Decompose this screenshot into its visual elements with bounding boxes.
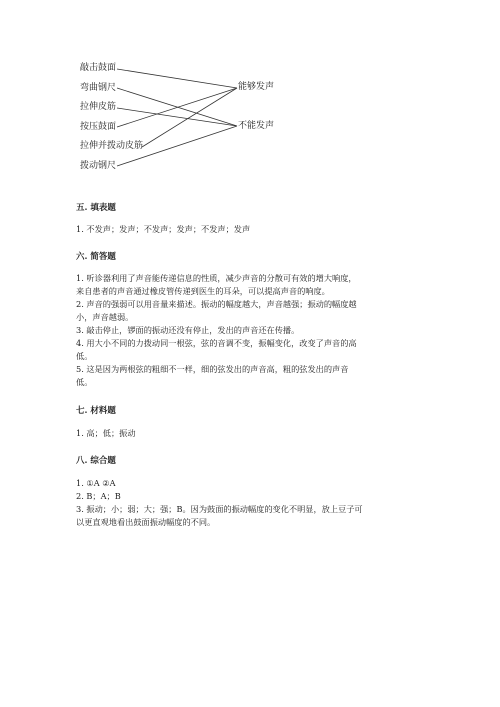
- answer-line: 以更直观地看出鼓面振动幅度的不同。: [76, 517, 216, 527]
- answer-line: 2. B；A；B: [76, 491, 121, 501]
- answer-line: 5. 这是因为两根弦的粗细不一样，细的弦发出的声音高，粗的弦发出的声音: [76, 364, 349, 374]
- answer-line: 低。: [76, 351, 93, 361]
- answer-line: 1. 听诊器利用了声音能传递信息的性质，减少声音的分散可有效的增大响度，: [76, 273, 357, 283]
- match-line-3: [117, 108, 237, 126]
- answer-line: 4. 用大小不同的力拨动同一根弦，弦的音调不变，振幅变化，改变了声音的高: [76, 338, 357, 348]
- left-item-2: 弯曲钢尺: [80, 83, 117, 93]
- section-title-comprehensive: 八. 综合题: [76, 456, 116, 466]
- answer-line: 来自患者的声音通过橡皮管传递到医生的耳朵，可以提高声音的响度。: [76, 286, 330, 296]
- answer-line: 1. ①A ②A: [76, 478, 116, 488]
- answer-line: 3. 敲击停止，锣面的振动还没有停止，发出的声音还在传播。: [76, 325, 300, 335]
- right-item-2: 不能发声: [238, 121, 275, 131]
- answer-line: 低。: [76, 377, 93, 387]
- section-title-fill-table: 五. 填表题: [76, 203, 116, 213]
- answer-line: 1. 高；低；振动: [76, 428, 136, 438]
- answer-line: 小，声音越弱。: [76, 312, 134, 322]
- answer-line: 1. 不发声；发声；不发声；发声；不发声；发声: [76, 224, 251, 234]
- left-item-1: 敲击鼓面: [80, 63, 117, 73]
- match-line-6: [117, 126, 237, 166]
- matching-lines: [0, 0, 500, 200]
- left-item-6: 拨动钢尺: [80, 161, 117, 171]
- match-line-5: [142, 88, 237, 147]
- answer-line: 2. 声音的强弱可以用音量来描述。振动的幅度越大，声音越强；振动的幅度越: [76, 299, 357, 309]
- answer-line: 3. 振动；小；弱；大；强；B。因为鼓面的振动幅度的变化不明显，放上豆子可: [76, 504, 363, 514]
- match-line-1: [117, 69, 237, 88]
- left-item-3: 拉伸皮筋: [80, 102, 117, 112]
- left-item-4: 按压鼓面: [80, 122, 117, 132]
- section-title-material: 七. 材料题: [76, 406, 116, 416]
- section-title-short-answer: 六. 简答题: [76, 252, 116, 262]
- left-item-5: 拉伸并拨动皮筋: [80, 141, 144, 151]
- right-item-1: 能够发声: [238, 82, 275, 92]
